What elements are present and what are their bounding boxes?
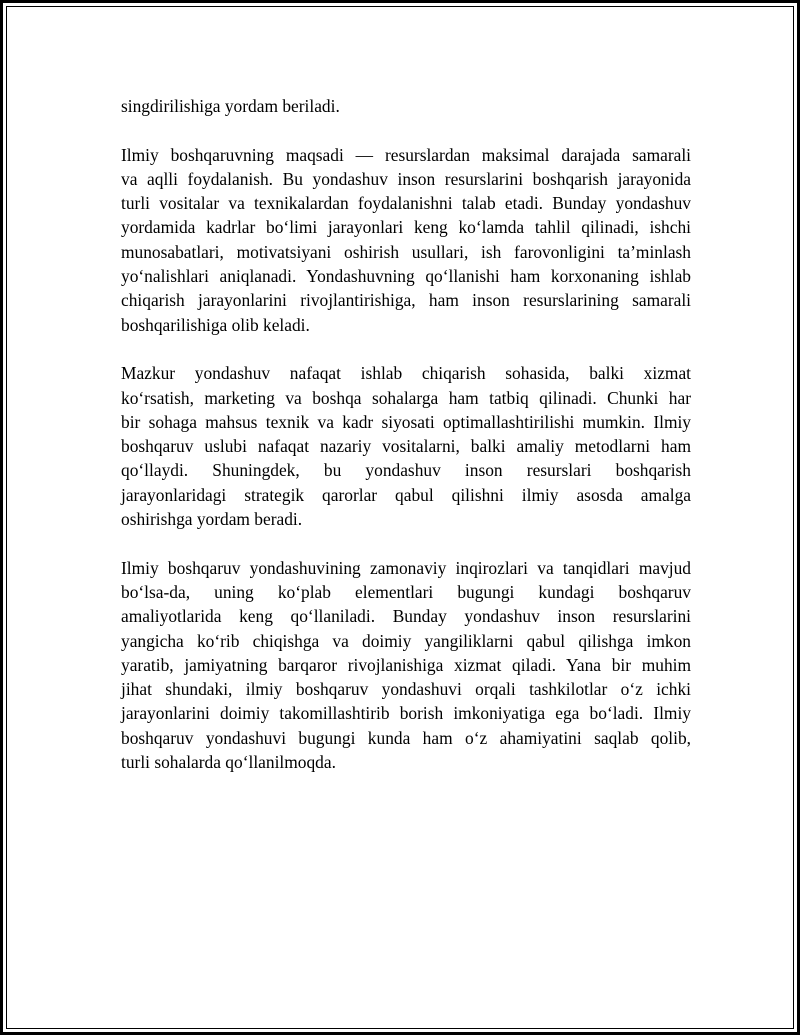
text-line: yordamida kadrlar bo‘limi jarayonlari keng ko‘lamda tahlil qilinadi, ishchi [121, 217, 691, 238]
paragraph-1 [121, 94, 691, 118]
text-line: amaliyotlarida keng qo‘llaniladi. Bunday yondashuv inson resurslarini [121, 606, 691, 627]
paragraph-4 [121, 556, 691, 775]
text-line: oshirishga yordam beradi. [121, 509, 303, 530]
text-line: boshqarilishiga olib keladi. [121, 314, 310, 335]
text-line: jarayonlaridagi strategik qarorlar qabul qilishni ilmiy asosda amalga [121, 484, 691, 505]
text-line: turli vositalar va texnikalardan foydalanishni talab etadi. Bunday yondashuv [121, 193, 691, 214]
text-line: boshqaruv yondashuvi bugungi kunda ham o‘z ahamiyatini saqlab qolib, [121, 727, 691, 748]
text-line: munosabatlari, motivatsiyani oshirish usullari, ish farovonligini ta’minlash [121, 241, 691, 262]
text-line: boshqaruv uslubi nafaqat nazariy vositalarni, balki amaliy metodlarni ham [121, 436, 691, 457]
text-line: qo‘llaydi. Shuningdek, bu yondashuv inson resurslari boshqarish [121, 460, 691, 481]
text-line: yo‘nalishlari aniqlanadi. Yondashuvning qo‘llanishi ham korxonaning ishlab [121, 266, 691, 287]
text-line: chiqarish jarayonlarini rivojlantirishiga, ham inson resurslarining samarali [121, 290, 691, 311]
text-line: ko‘rsatish, marketing va boshqa sohalarga ham tatbiq qilinadi. Chunki har [121, 387, 691, 408]
text-line: turli sohalarda qo‘llanilmoqda. [121, 752, 336, 773]
document-body [121, 94, 691, 799]
text-line: va aqlli foydalanish. Bu yondashuv inson resurslarini boshqarish jarayonida [121, 168, 691, 189]
text-line: yangicha ko‘rib chiqishga va doimiy yangiliklarni qabul qilishga imkon [121, 630, 691, 651]
text-line: jarayonlarini doimiy takomillashtirib borish imkoniyatiga ega bo‘ladi. Ilmiy [121, 703, 691, 724]
text-line: singdirilishiga yordam beriladi. [121, 96, 340, 116]
text-line: Mazkur yondashuv nafaqat ishlab chiqarish sohasida, balki xizmat [121, 363, 691, 384]
text-line: jihat shundaki, ilmiy boshqaruv yondashuvi orqali tashkilotlar o‘z ichki [121, 679, 691, 700]
text-line: Ilmiy boshqaruv yondashuvining zamonaviy inqirozlari va tanqidlari mavjud [121, 557, 691, 578]
paragraph-3 [121, 361, 691, 531]
paragraph-2 [121, 143, 691, 337]
text-line: yaratib, jamiyatning barqaror rivojlanishiga xizmat qiladi. Yana bir muhim [121, 654, 691, 675]
text-line: bo‘lsa-da, uning ko‘plab elementlari bugungi kundagi boshqaruv [121, 581, 691, 602]
text-line: bir sohaga mahsus texnik va kadr siyosati optimallashtirilishi mumkin. Ilmiy [121, 411, 691, 432]
text-line: Ilmiy boshqaruvning maqsadi — resurslardan maksimal darajada samarali [121, 144, 691, 165]
